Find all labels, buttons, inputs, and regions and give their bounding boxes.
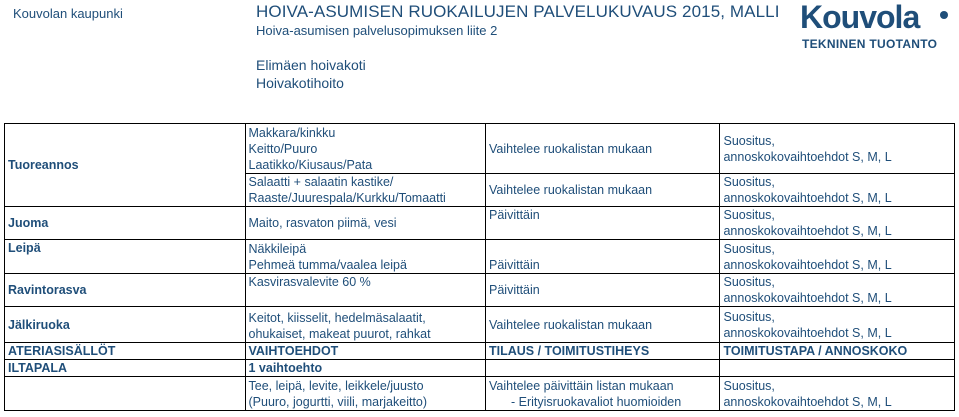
suggestion-text: Suositus, [723,241,775,256]
item-text: Salaatti + salaatin kastike/ [248,175,394,189]
heading-tilaus: TILAUS / TOIMITUSTIHEYS [486,343,720,360]
suggestion-text: annoskokovaihtoehdot S, M, L [723,291,892,305]
jalkiruoka-items [245,307,486,343]
suggestion-text: annoskokovaihtoehdot S, M, L [723,191,892,205]
department-name: Elimäen hoivakoti [256,57,366,73]
jalkiruoka-frequency: Vaihtelee ruokalistan mukaan [486,307,720,343]
suggestion-text: Suositus, [723,309,775,324]
ravintorasva-suggestion [720,274,955,307]
item-text: Pehmeä tumma/vaalea leipä [248,257,407,272]
iltapala-empty-1 [486,360,720,377]
tuoreannos-frequency-2: Vaihtelee ruokalistan mukaan [486,174,720,207]
jalkiruoka-suggestion [720,307,955,343]
iltapala-items [245,377,486,411]
item-text: Keitto/Puuro [248,141,318,156]
suggestion-text: annoskokovaihtoehdot S, M, L [723,224,892,238]
meal-service-table [4,123,955,411]
row-label-ravintorasva: Ravintorasva [5,274,246,307]
suggestion-text: annoskokovaihtoehdot S, M, L [723,257,892,272]
juoma-frequency: Päivittäin [486,207,720,240]
logo-dot-icon [940,11,948,19]
ravintorasva-items: Kasvirasvalevite 60 % [245,274,486,307]
leipa-frequency: Päivittäin [486,240,720,274]
kouvola-logo [800,0,950,53]
logo-word: Kouvola [800,0,920,35]
ravintorasva-frequency: Päivittäin [486,274,720,307]
item-text: Makkara/kinkku [248,125,336,140]
document-subtitle: Hoiva-asumisen palvelusopimuksen liite 2 [256,23,498,38]
row-label-leipa: Leipä [5,240,246,274]
suggestion-text: annoskokovaihtoehdot S, M, L [723,325,892,340]
row-label-juoma: Juoma [5,207,246,240]
tuoreannos-suggestion-1 [720,124,955,174]
suggestion-text: Suositus, [723,175,775,189]
iltapala-suggestion [720,377,955,411]
iltapala-empty-2 [720,360,955,377]
tuoreannos-items-salad [245,174,486,207]
org-name: Kouvolan kaupunki [13,6,123,21]
item-text: Näkkileipä [248,241,307,256]
iltapala-label-empty [5,377,246,411]
logo-tagline: TEKNINEN TUOTANTO [802,37,938,51]
service-name: Hoivakotihoito [256,75,344,91]
frequency-text: - Erityisruokavaliot huomioiden [511,394,682,409]
iltapala-count: 1 vaihtoehto [245,360,486,377]
tuoreannos-frequency-1: Vaihtelee ruokalistan mukaan [486,124,720,174]
suggestion-text: Suositus, [723,133,775,148]
item-text: (Puuro, jogurtti, viili, marjakeitto) [248,394,428,409]
heading-toimitustapa: TOIMITUSTAPA / ANNOSKOKO [720,343,955,360]
suggestion-text: Suositus, [723,275,775,289]
tuoreannos-suggestion-2 [720,174,955,207]
tuoreannos-items-main [245,124,486,174]
item-text: Raaste/Juurespala/Kurkku/Tomaatti [248,191,446,205]
suggestion-text: annoskokovaihtoehdot S, M, L [723,149,892,164]
suggestion-text: Suositus, [723,378,775,393]
row-label-jalkiruoka: Jälkiruoka [5,307,246,343]
row-label-iltapala: ILTAPALA [5,360,246,377]
frequency-text: Vaihtelee päivittäin listan mukaan [489,378,674,393]
item-text: Tee, leipä, levite, leikkele/juusto [248,378,424,393]
item-text: Laatikko/Kiusaus/Pata [248,157,373,172]
iltapala-frequency [486,377,720,411]
row-label-tuoreannos: Tuoreannos [5,124,246,207]
document-title: HOIVA-ASUMISEN RUOKAILUJEN PALVELUKUVAUS 2015, MALLI [256,2,780,21]
heading-ateriasisallot: ATERIASISÄLLÖT [5,343,246,360]
suggestion-text: Suositus, [723,208,775,222]
leipa-items [245,240,486,274]
item-text: Keitot, kiisselit, hedelmäsalaatit, [248,311,426,325]
item-text: ohukaiset, makeat puurot, rahkat [248,327,431,341]
leipa-suggestion [720,240,955,274]
juoma-items: Maito, rasvaton piimä, vesi [245,207,486,240]
heading-vaihtoehdot: VAIHTOEHDOT [245,343,486,360]
suggestion-text: annoskokovaihtoehdot S, M, L [723,394,892,409]
juoma-suggestion [720,207,955,240]
